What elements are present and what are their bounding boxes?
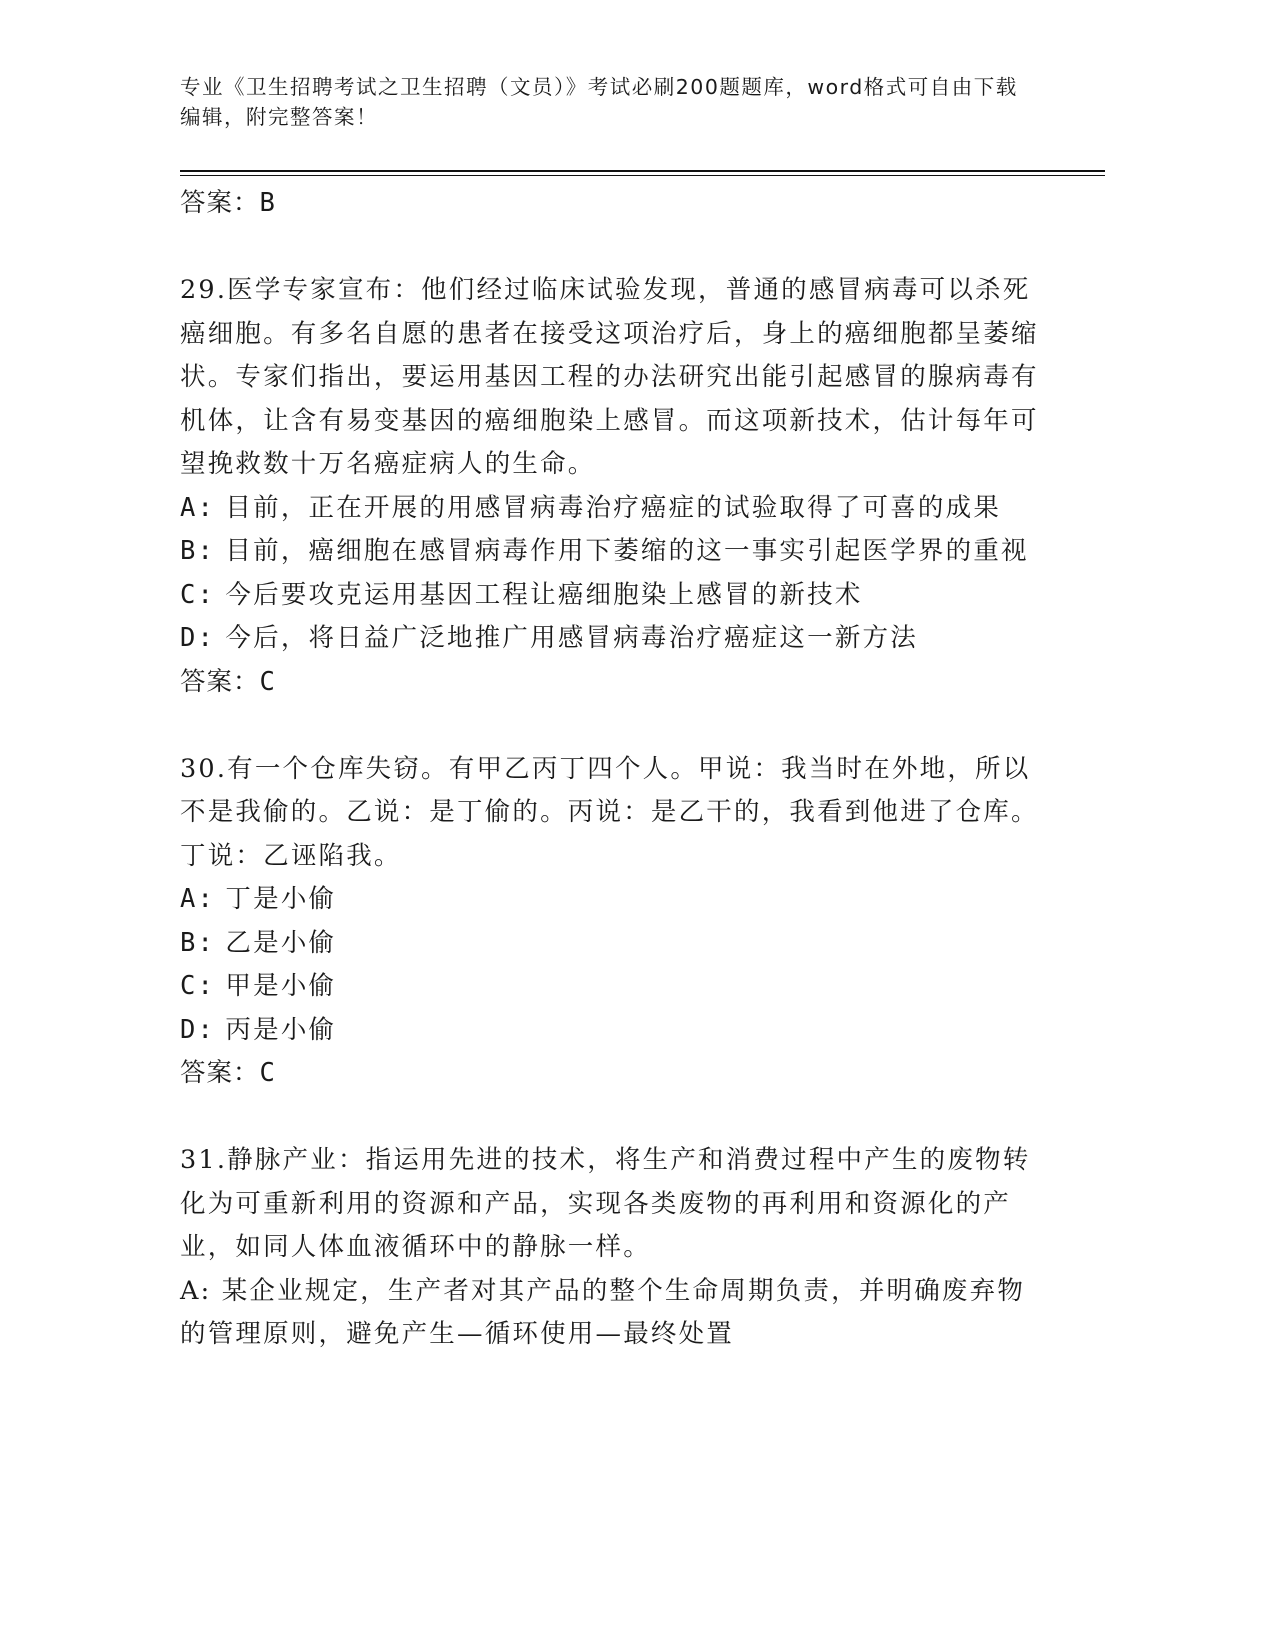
option-c — [180, 574, 1050, 618]
option-text: 丁是小偷 — [225, 884, 337, 914]
option-text: 某企业规定，生产者对其产品的整个生命周期负责，并明确废弃物的管理原则，避免产生—循环使用—最终处置 — [180, 1275, 1026, 1349]
option-text: 丙是小偷 — [225, 1014, 337, 1045]
question-text: 30.有一个仓库失窃。有甲乙丙丁四个人。甲说：我当时在外地，所以不是我偷的。乙说：是丁偷的。丙说：是乙干的，我看到他进了仓库。丁说：乙诬陷我。 — [180, 753, 1039, 871]
option-text: 甲是小偷 — [225, 971, 337, 1001]
answer-label: 答案： — [180, 1058, 260, 1088]
answer-line — [180, 661, 1050, 705]
answer-label: 答案： — [180, 666, 260, 697]
question-text: 29.医学专家宣布：他们经过临床试验发现，普通的感冒病毒可以杀死癌细胞。有多名自愿的患者在接受这项治疗后，身上的癌细胞都呈萎缩状。专家们指出，要运用基因工程的办法研究出能引起感冒的腺病毒有机体，让含有易变基因的癌细胞染上感冒。而这项新技术，估计每年可望挽救数十万名癌症病人的生命。 — [180, 275, 1039, 479]
option-b — [180, 922, 1050, 966]
answer-value: C — [259, 1058, 276, 1088]
answer-value: C — [259, 666, 276, 697]
page-header — [180, 72, 1030, 132]
option-c — [180, 965, 1050, 1009]
header-rule — [180, 170, 1105, 172]
option-text: 目前，正在开展的用感冒病毒治疗癌症的试验取得了可喜的成果 — [225, 492, 1002, 523]
option-key: C: — [180, 971, 216, 1001]
option-key: B: — [180, 536, 216, 566]
document-body — [180, 182, 1050, 1357]
option-key: C: — [180, 579, 216, 610]
option-key: A: — [180, 884, 216, 914]
option-a — [180, 878, 1050, 922]
question-29 — [180, 269, 1050, 704]
option-text: 今后要攻克运用基因工程让癌细胞染上感冒的新技术 — [225, 579, 863, 610]
header-rule-thin — [180, 175, 1105, 176]
option-text: 目前，癌细胞在感冒病毒作用下萎缩的这一事实引起医学界的重视 — [225, 536, 1029, 566]
option-a — [180, 487, 1050, 531]
option-key: B: — [180, 927, 216, 958]
option-key: D: — [180, 623, 216, 653]
option-key: D: — [180, 1014, 216, 1045]
option-text: 乙是小偷 — [225, 927, 337, 958]
option-a — [180, 1270, 1050, 1357]
option-key: A: — [180, 1275, 212, 1306]
answer-line — [180, 182, 1050, 226]
question-31 — [180, 1139, 1050, 1357]
option-d — [180, 617, 1050, 661]
answer-line — [180, 1052, 1050, 1096]
option-text: 今后，将日益广泛地推广用感冒病毒治疗癌症这一新方法 — [225, 623, 918, 653]
question-30 — [180, 748, 1050, 1096]
question-text: 31.静脉产业：指运用先进的技术，将生产和消费过程中产生的废物转化为可重新利用的资源和产品，实现各类废物的再利用和资源化的产业，如同人体血液循环中的静脉一样。 — [180, 1145, 1031, 1262]
option-key: A: — [180, 492, 216, 523]
answer-value: B — [259, 188, 276, 218]
header-text: 专业《卫生招聘考试之卫生招聘（文员）》考试必刷200题题库，word格式可自由下载编辑，附完整答案！ — [180, 75, 1018, 129]
option-b — [180, 530, 1050, 574]
option-d — [180, 1009, 1050, 1053]
answer-label: 答案： — [180, 188, 260, 218]
